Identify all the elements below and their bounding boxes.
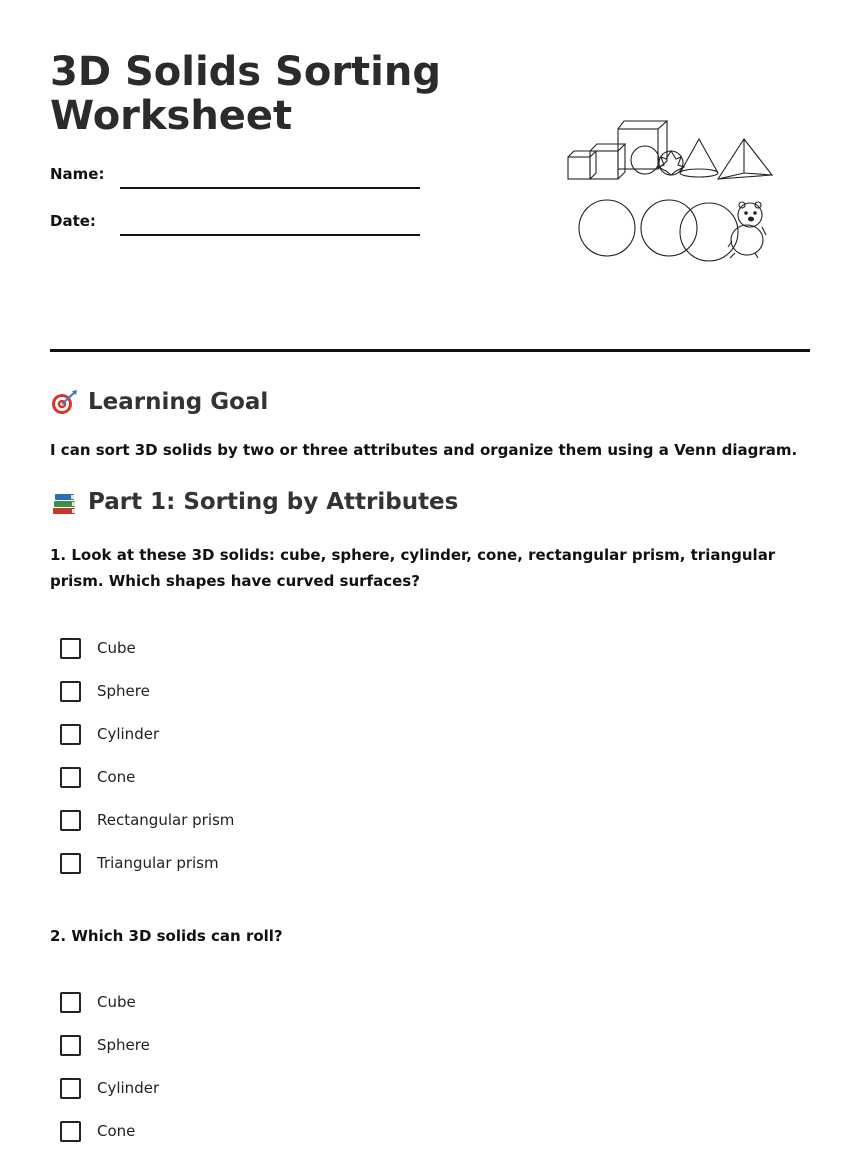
sphere-icon [631,146,659,174]
pyramid-icon [718,139,772,179]
leaf-ball-icon [658,151,684,175]
target-icon [50,388,78,416]
option-label: Cone [97,768,136,786]
date-label: Date: [50,212,96,230]
q1-option-triangular-prism[interactable] [60,850,219,876]
books-icon [50,488,78,516]
option-label: Sphere [97,682,150,700]
checkbox[interactable] [60,992,81,1013]
option-label: Cylinder [97,1079,160,1097]
q1-option-rectangular-prism[interactable] [60,807,234,833]
option-label: Cone [97,1122,136,1140]
page-title: 3D Solids Sorting Worksheet [50,49,441,139]
option-label: Rectangular prism [97,811,235,829]
q1-option-cylinder[interactable] [60,721,159,747]
name-field[interactable] [120,187,420,189]
learning-goal-title: Learning Goal [88,389,269,415]
checkbox[interactable] [60,767,81,788]
q1-option-cube[interactable] [60,635,136,661]
cone-icon [680,139,718,177]
venn-diagram-icon [579,200,738,261]
q2-option-cone[interactable] [60,1118,135,1144]
checkbox[interactable] [60,681,81,702]
option-label: Triangular prism [97,854,219,872]
part1-heading [50,488,458,516]
name-label: Name: [50,165,105,183]
checkbox[interactable] [60,724,81,745]
q1-option-sphere[interactable] [60,678,150,704]
small-cube-icon [568,151,596,179]
section-divider [50,349,810,352]
q2-option-cylinder[interactable] [60,1075,159,1101]
q2-option-sphere[interactable] [60,1032,150,1058]
beaver-icon [728,202,766,258]
checkbox[interactable] [60,1121,81,1142]
learning-goal-heading [50,388,268,416]
checkbox[interactable] [60,1078,81,1099]
option-label: Cube [97,993,136,1011]
q2-option-cube[interactable] [60,989,136,1015]
checkbox[interactable] [60,638,81,659]
question-2-text: 2. Which 3D solids can roll? [50,927,283,945]
option-label: Cube [97,639,136,657]
question-1-text: 1. Look at these 3D solids: cube, sphere, cylinder, cone, rectangular prism, triangular prism. Which shapes have curved surfaces? [50,546,776,590]
q1-option-cone[interactable] [60,764,135,790]
date-field[interactable] [120,234,420,236]
learning-goal-text: I can sort 3D solids by two or three attributes and organize them using a Venn diagram. [50,441,798,459]
solids-venn-illustration [560,115,790,270]
checkbox[interactable] [60,810,81,831]
part1-title: Part 1: Sorting by Attributes [88,489,459,515]
checkbox[interactable] [60,1035,81,1056]
option-label: Sphere [97,1036,150,1054]
option-label: Cylinder [97,725,160,743]
checkbox[interactable] [60,853,81,874]
